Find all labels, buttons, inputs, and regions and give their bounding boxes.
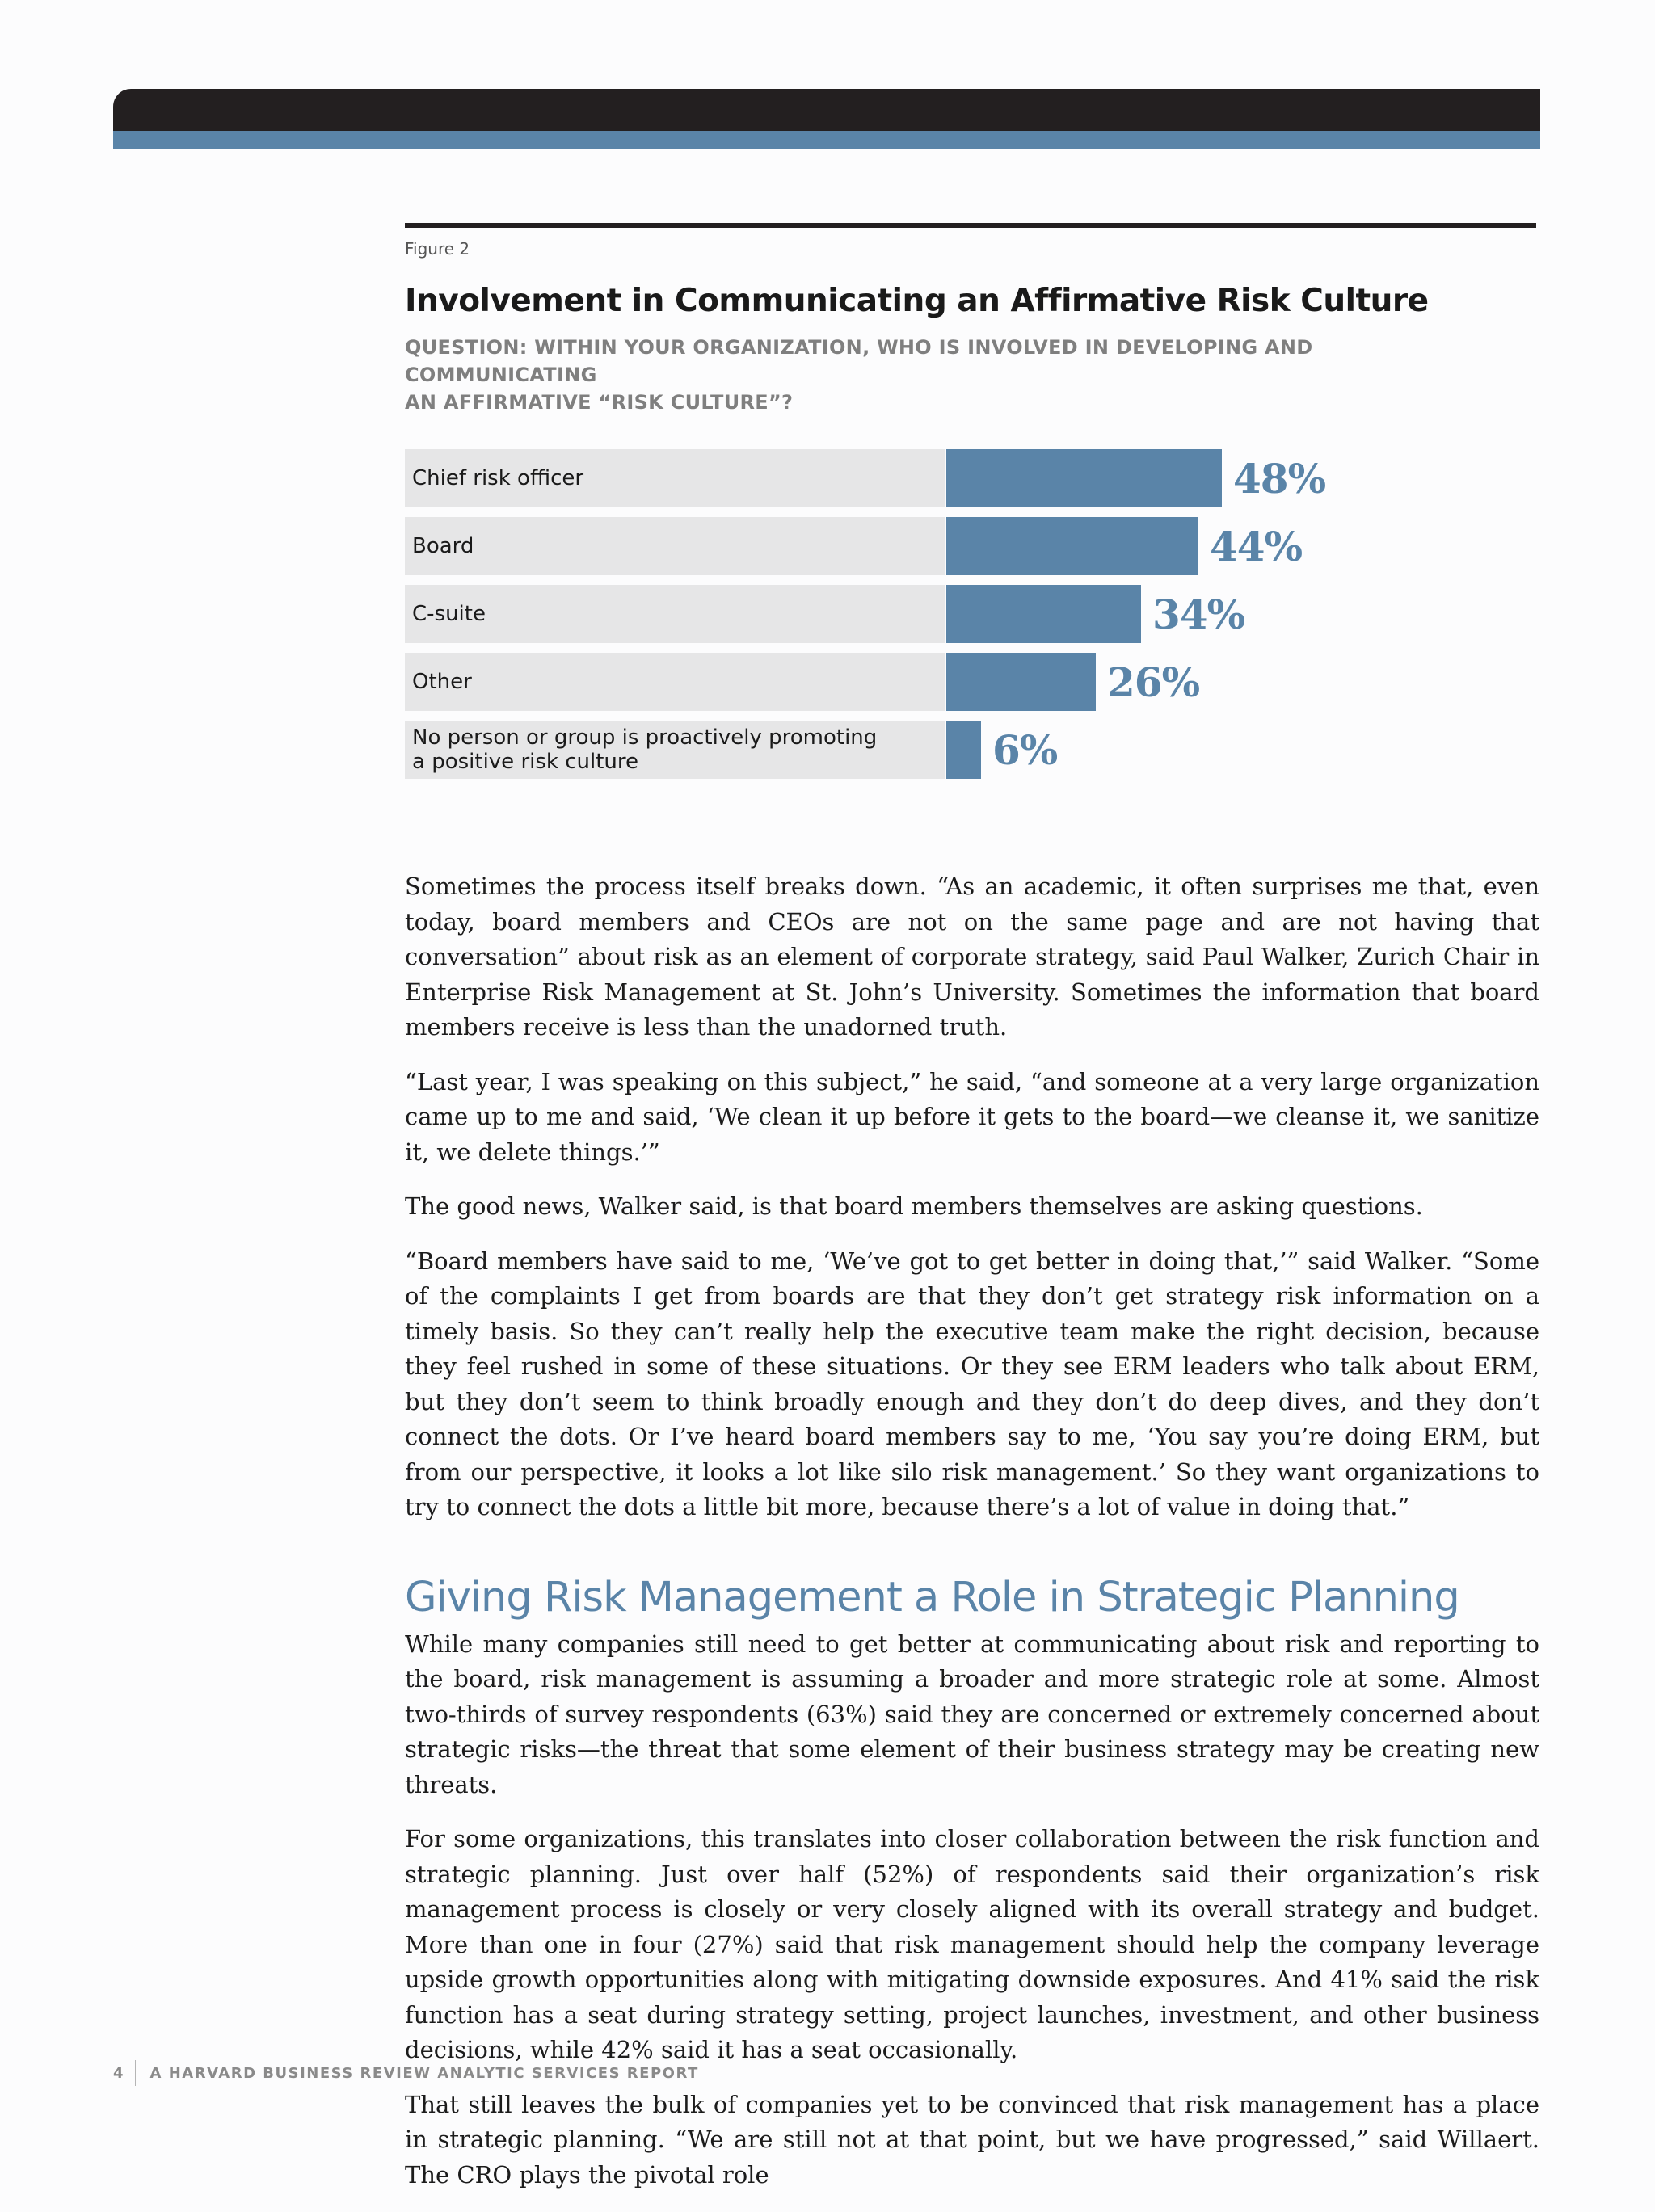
bar <box>946 517 1198 575</box>
page-number: 4 <box>113 2064 124 2082</box>
header-dark-band <box>113 89 1540 131</box>
figure-question <box>405 334 1455 416</box>
bar <box>946 585 1141 643</box>
category-label <box>412 449 897 507</box>
article-body <box>405 869 1539 2212</box>
bar <box>946 653 1096 711</box>
header-blue-band <box>113 131 1540 149</box>
category-label-line: Other <box>412 670 472 694</box>
chart-row <box>405 585 1375 643</box>
bar <box>946 721 981 779</box>
figure-question-line-2: AN AFFIRMATIVE “RISK CULTURE”? <box>405 391 794 414</box>
chart-row <box>405 653 1375 711</box>
data-label: 26% <box>1107 658 1200 706</box>
section-heading: Giving Risk Management a Role in Strategic Planning <box>405 1573 1459 1621</box>
chart-row <box>405 517 1375 575</box>
figure-title: Involvement in Communicating an Affirmative Risk Culture <box>405 283 1429 319</box>
category-label <box>412 721 897 779</box>
chart-row <box>405 449 1375 507</box>
paragraph: The good news, Walker said, is that board members themselves are asking questions. <box>405 1192 1423 1220</box>
data-label: 6% <box>992 725 1058 774</box>
paragraph: While many companies still need to get better at communicating about risk and reporting to the board, risk management is assuming a broader and more strategic role at some. Almost two-thirds of survey respondents (63%) said they are concerned or extremely concerned about strategic risks—the threat that some element of their business strategy may be creating new threats. <box>405 1630 1539 1798</box>
paragraph: “Board members have said to me, ‘We’ve got to get better in doing that,’” said Walker. “Some of the complaints I get from boards are that they don’t get strategy risk information on a timely basis. So they can’t really help the executive team make the right decision, because they feel rushed in some of these situations. Or they see ERM leaders who talk about ERM, but they don’t seem to think broadly enough and they don’t do deep dives, and they don’t connect the dots. Or I’ve heard board members say to me, ‘You say you’re doing ERM, but from our perspective, it looks a lot like silo risk management.’ So they want organizations to try to connect the dots a little bit more, because there’s a lot of value in doing that.” <box>405 1247 1539 1520</box>
paragraph: “Last year, I was speaking on this subject,” he said, “and someone at a very large organization came up to me and said, ‘We clean it up before it gets to the board—we cleanse it, we sanitize it, we delete things.’” <box>405 1067 1539 1166</box>
bar-chart <box>405 449 1375 784</box>
category-label <box>412 517 897 575</box>
bar <box>946 449 1222 507</box>
category-label-line: Board <box>412 534 474 558</box>
category-label-line: a positive risk culture <box>412 750 639 774</box>
figure-label: Figure 2 <box>405 239 470 259</box>
chart-row <box>405 721 1375 779</box>
paragraph: Sometimes the process itself breaks down. “As an academic, it often surprises me that, even today, board members and CEOs are not on the same page and are not having that conversation” about risk as an element of corporate strategy, said Paul Walker, Zurich Chair in Enterprise Risk Management at St. John’s University. Sometimes the information that board members receive is less than the unadorned truth. <box>405 873 1539 1041</box>
footer-report-title: A HARVARD BUSINESS REVIEW ANALYTIC SERVICES REPORT <box>149 2064 699 2082</box>
data-label: 44% <box>1210 522 1303 570</box>
figure-question-line-1: QUESTION: WITHIN YOUR ORGANIZATION, WHO IS INVOLVED IN DEVELOPING AND COMMUNICATING <box>405 336 1313 386</box>
paragraph: For some organizations, this translates into closer collaboration between the risk function and strategic planning. Just over half (52%) of respondents said their organization’s risk management process is closely or very closely aligned with its overall strategy and budget. More than one in four (27%) said that risk management should help the company leverage upside growth opportunities along with mitigating downside exposures. And 41% said the risk function has a seat during strategy setting, project launches, investment, and other business decisions, while 42% said it has a seat occasionally. <box>405 1825 1539 2063</box>
category-label <box>412 653 897 711</box>
category-label-line: Chief risk officer <box>412 466 584 490</box>
category-label <box>412 585 897 643</box>
page-footer <box>113 2059 699 2087</box>
data-label: 48% <box>1233 454 1326 503</box>
paragraph: That still leaves the bulk of companies yet to be convinced that risk management has a place in strategic planning. “We are still not at that point, but we have progressed,” said Willaert. The CRO plays the pivotal role <box>405 2090 1539 2189</box>
category-label-line: No person or group is proactively promoting <box>412 725 878 750</box>
figure-top-rule <box>405 223 1536 228</box>
footer-divider <box>135 2060 136 2086</box>
category-label-line: C-suite <box>412 602 486 626</box>
data-label: 34% <box>1152 590 1245 638</box>
